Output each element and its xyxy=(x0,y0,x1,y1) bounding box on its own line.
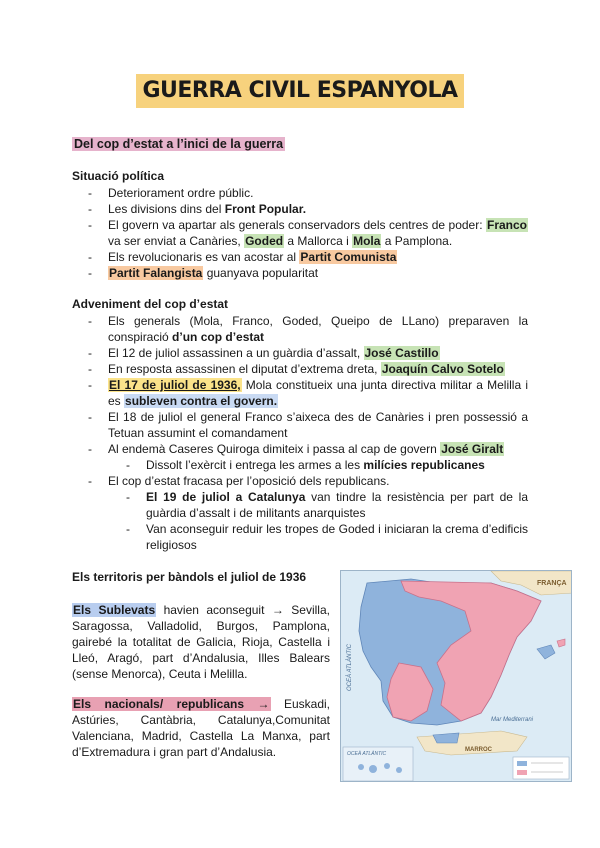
list-item xyxy=(88,441,528,473)
front-popular: Front Popular. xyxy=(224,202,307,216)
sub-list xyxy=(126,457,528,473)
list-item xyxy=(88,377,528,409)
list-item xyxy=(88,473,528,553)
item-text: Les divisions dins del xyxy=(108,202,225,216)
hl-jose-giralt: José Giralt xyxy=(441,442,504,456)
hl-partit-falangista: Partit Falangista xyxy=(109,266,203,280)
hl-mola: Mola xyxy=(353,234,381,248)
list-item xyxy=(88,249,528,265)
list-item xyxy=(88,345,528,361)
item-text: El 12 de juliol assassinen a un guàrdia d’assalt, xyxy=(108,346,364,360)
item-text: Mola constitueix una junta directiva militar a Melilla i es xyxy=(108,378,528,408)
hl-partit-comunista: Partit Comunista xyxy=(300,250,397,264)
item-text: Al endemà Caseres Quiroga dimiteix i passa al cap de govern xyxy=(108,442,441,456)
nacionals-text: Euskadi, Astúries, Cantàbria, Catalunya,Comunitat Valenciana, Madrid, Castella La Manxa, part d’Extremadura i gran part d’Andalusia. xyxy=(72,697,331,759)
map-label-inset: OCEÀ ATLÀNTIC xyxy=(347,751,387,757)
map-svg xyxy=(341,571,572,782)
section1-heading-text: Del cop d’estat a l’inici de la guerra xyxy=(74,137,284,151)
list-item xyxy=(88,313,528,345)
item-text: Els generals (Mola, Franco, Goded, Queipo de LLano) preparaven la conspiració xyxy=(108,314,528,344)
hl-calvo-sotelo: Joaquín Calvo Sotelo xyxy=(381,362,504,376)
item-text: a Pamplona. xyxy=(381,234,453,248)
sub-item xyxy=(126,457,528,473)
sub-list xyxy=(126,489,528,553)
map-label-sea: Mar Mediterrani xyxy=(491,717,534,723)
map-label-france: FRANÇA xyxy=(537,580,567,587)
item-text: El 18 de juliol el general Franco s’aixeca des de Canàries i pren possessió a Tetuan assumint el comandament xyxy=(108,410,528,440)
list-item xyxy=(88,185,528,201)
nacionals-paragraph xyxy=(72,696,330,760)
map-label-ocean: OCEÀ ATLÀNTIC xyxy=(347,643,353,691)
map-label-marroc: MARROC xyxy=(465,747,492,753)
list-item xyxy=(88,265,528,281)
sublevats-text: havien aconseguit → Sevilla, Saragossa, Valladolid, Burgos, Pamplona, gairebé la totalitat de Galicia, Rioja, Castella i Lleó, Aragó, part d’Andalusia, Illes Balears (sense Menorca), Ceuta i Melilla. xyxy=(72,603,330,681)
19-juliol: El 19 de juliol a Catalunya xyxy=(146,490,306,504)
item-text: a Mallorca i xyxy=(284,234,353,248)
item-text: El govern va apartar als generals conservadors dels centres de poder: xyxy=(108,218,486,232)
nacionals-label: Els nacionals/ republicans → xyxy=(73,697,270,711)
title-wrap xyxy=(0,74,600,108)
hl-date-17-juliol: El 17 de juliol de 1936, xyxy=(109,378,241,392)
sub-item xyxy=(126,489,528,521)
item-text: van tindre la resistència per part de la guàrdia d’assalt i de militants anarquistes xyxy=(146,490,528,520)
item-text: En resposta assassinen el diputat d’extrema dreta, xyxy=(108,362,381,376)
sublevats-label: Els Sublevats xyxy=(73,603,156,617)
hl-goded: Goded xyxy=(245,234,284,248)
list-item xyxy=(88,409,528,441)
item-text: va ser enviat a Canàries, xyxy=(108,234,245,248)
territoris-heading: Els territoris per bàndols el juliol de 1936 xyxy=(72,570,307,584)
list-item xyxy=(88,217,528,249)
section1-heading xyxy=(72,137,285,151)
item-text: El cop d’estat fracasa per l’oposició dels republicans. xyxy=(108,474,390,488)
hl-jose-castillo: José Castillo xyxy=(364,346,439,360)
adveniment-heading: Adveniment del cop d’estat xyxy=(72,297,229,311)
item-text: Dissolt l’exèrcit i entrega les armes a les xyxy=(146,458,364,472)
milicies: milícies republicanes xyxy=(363,458,485,472)
page-title: GUERRA CIVIL ESPANYOLA xyxy=(136,74,463,108)
list-item xyxy=(88,201,528,217)
hl-franco: Franco xyxy=(486,218,527,232)
sub-item xyxy=(126,521,528,553)
hl-subleven: subleven contra el govern. xyxy=(125,394,278,408)
item-text: Van aconseguir reduir les tropes de Goded i iniciaran la crema d’edificis religiosos xyxy=(146,522,528,552)
cop-destat: d’un cop d’estat xyxy=(172,330,265,344)
list-item xyxy=(88,361,528,377)
sublevats-paragraph xyxy=(72,602,330,682)
item-text: Els revolucionaris es van acostar al xyxy=(108,250,300,264)
adveniment-list xyxy=(88,313,528,553)
situacio-heading: Situació política xyxy=(72,169,165,183)
situacio-list xyxy=(88,185,528,281)
item-text: Deteriorament ordre públic. xyxy=(108,186,254,200)
item-text: guanyava popularitat xyxy=(203,266,319,280)
map-spain-1936 xyxy=(340,570,572,782)
